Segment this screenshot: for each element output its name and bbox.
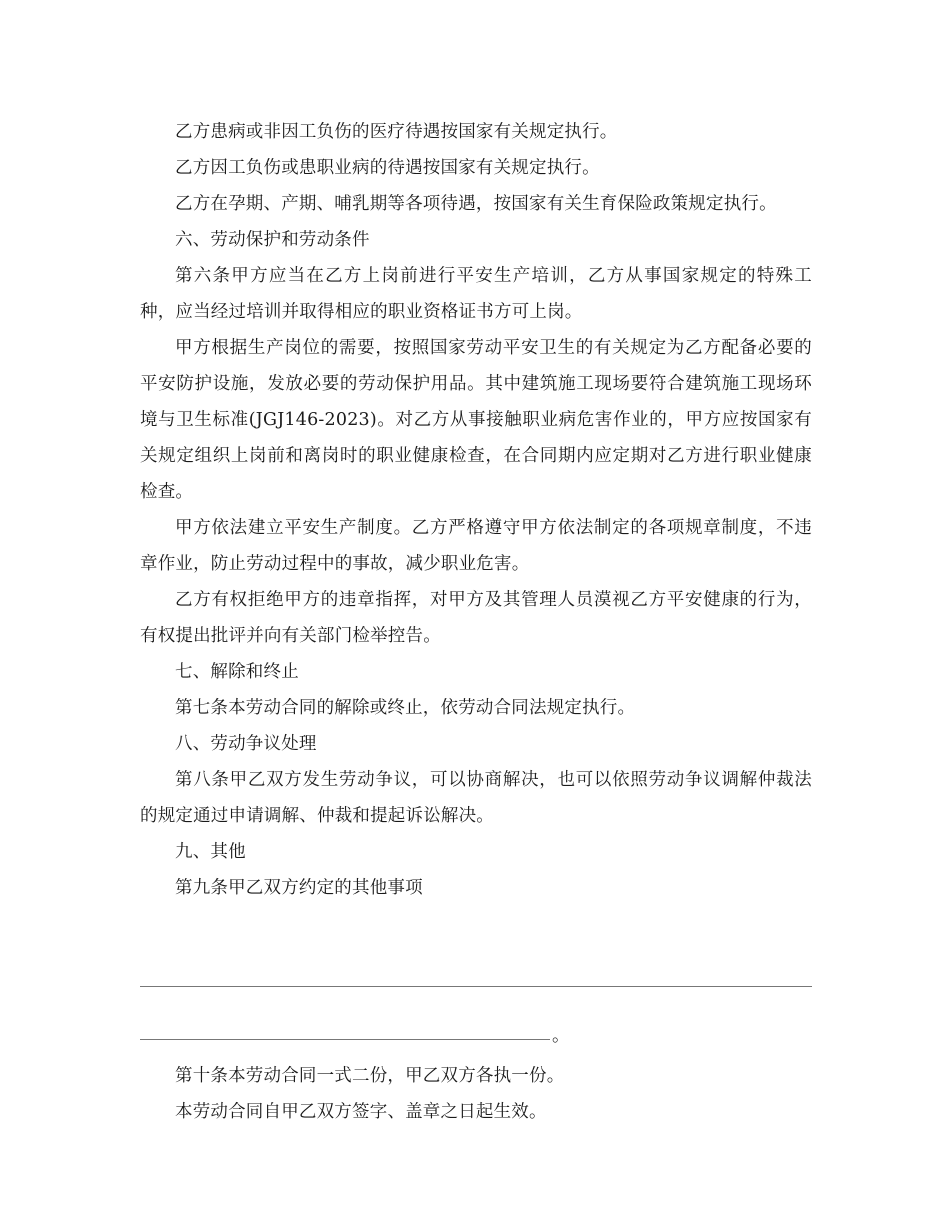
fill-in-line-full <box>140 986 812 1022</box>
paragraph-maternity: 乙方在孕期、产期、哺乳期等各项待遇，按国家有关生育保险政策规定执行。 <box>175 194 777 214</box>
fill-line-period: 。 <box>552 1026 570 1046</box>
section-heading-termination: 七、解除和终止 <box>175 662 299 682</box>
paragraph-article-6: 第六条甲方应当在乙方上岗前进行平安生产培训，乙方从事国家规定的特殊工种，应当经过培训并取得相应的职业资格证书方可上岗。 <box>140 266 812 322</box>
underline-rule <box>140 986 812 987</box>
fill-in-line-short <box>140 1022 812 1050</box>
underline-rule-short <box>140 1039 550 1040</box>
paragraph-article-7: 第七条本劳动合同的解除或终止，依劳动合同法规定执行。 <box>175 698 636 718</box>
paragraph-article-9: 第九条甲乙双方约定的其他事项 <box>175 878 423 898</box>
paragraph-medical-treatment: 乙方患病或非因工负伤的医疗待遇按国家有关规定执行。 <box>175 122 618 142</box>
section-heading-labor-protection: 六、劳动保护和劳动条件 <box>175 230 370 250</box>
paragraph-refuse-orders: 乙方有权拒绝甲方的违章指挥，对甲方及其管理人员漠视乙方平安健康的行为，有权提出批评并向有关部门检举控告。 <box>140 590 812 646</box>
paragraph-article-10: 第十条本劳动合同一式二份，甲乙双方各执一份。 <box>175 1066 565 1086</box>
paragraph-work-injury: 乙方因工负伤或患职业病的待遇按国家有关规定执行。 <box>175 158 600 178</box>
paragraph-safety-equipment: 甲方根据生产岗位的需要，按照国家劳动平安卫生的有关规定为乙方配备必要的平安防护设施，发放必要的劳动保护用品。其中建筑施工现场要符合建筑施工现场环境与卫生标准(JGJ146-2023)。对乙方从事接触职业病危害作业的，甲方应按国家有关规定组织上岗前和离岗时的职业健康检查，在合同期内应定期对乙方进行职业健康检查。 <box>140 338 812 502</box>
section-heading-other: 九、其他 <box>175 842 246 862</box>
paragraph-safety-system: 甲方依法建立平安生产制度。乙方严格遵守甲方依法制定的各项规章制度，不违章作业，防止劳动过程中的事故，减少职业危害。 <box>140 518 812 574</box>
paragraph-effective: 本劳动合同自甲乙双方签字、盖章之日起生效。 <box>175 1102 547 1122</box>
document-body <box>140 114 812 1130</box>
paragraph-article-8: 第八条甲乙双方发生劳动争议，可以协商解决，也可以依照劳动争议调解仲裁法的规定通过申请调解、仲裁和提起诉讼解决。 <box>140 770 812 826</box>
section-heading-dispute: 八、劳动争议处理 <box>175 734 317 754</box>
blank-space <box>140 906 812 986</box>
